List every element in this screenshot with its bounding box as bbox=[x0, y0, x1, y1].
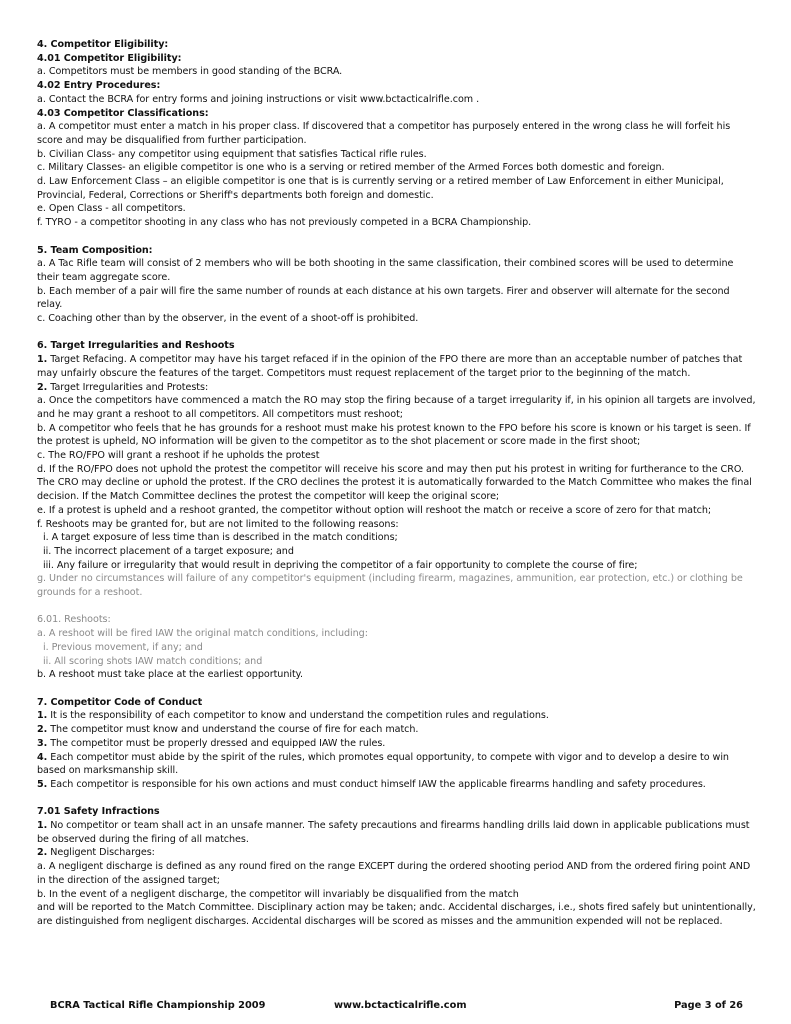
section-7-heading: 7. Competitor Code of Conduct bbox=[37, 696, 203, 708]
item-number: 1. bbox=[37, 820, 48, 831]
section-4-03-heading: 4.03 Competitor Classifications: bbox=[37, 107, 209, 119]
paragraph: c. The RO/FPO will grant a reshoot if he upholds the protest bbox=[37, 450, 320, 462]
paragraph: e. If a protest is upheld and a reshoot granted, the competitor without option will reshoot the match or receive a score of zero for that match; bbox=[37, 504, 712, 516]
section-5-heading: 5. Team Composition: bbox=[37, 244, 153, 256]
section-7-01-heading: 7.01 Safety Infractions bbox=[37, 806, 160, 818]
paragraph bbox=[37, 778, 757, 792]
section-6-heading: 6. Target Irregularities and Reshoots bbox=[37, 340, 235, 352]
paragraph: a. Competitors must be members in good standing of the BCRA. bbox=[37, 66, 343, 78]
paragraph: a. Contact the BCRA for entry forms and joining instructions or visit www.bctacticalrifle.com . bbox=[37, 93, 480, 105]
item-text: No competitor or team shall act in an unsafe manner. The safety precautions and firearms handling drills laid down in applicable publications must be observed during the firing of all matches. bbox=[37, 820, 750, 845]
item-text: The competitor must know and understand the course of fire for each match. bbox=[47, 724, 419, 736]
paragraph: f. TYRO - a competitor shooting in any class who has not previously competed in a BCRA Championship. bbox=[37, 217, 532, 229]
paragraph: d. Law Enforcement Class – an eligible competitor is one that is is currently serving or a retired member of Law Enforcement in either Municipal, Provincial, Federal, Corrections or Sheriff's departments both foreign and domestic. bbox=[37, 176, 724, 201]
section-6-01-heading: 6.01. Reshoots: bbox=[37, 614, 111, 626]
sub-item: ii. All scoring shots IAW match conditions; and bbox=[43, 655, 263, 667]
sub-item: iii. Any failure or irregularity that would result in depriving the competitor of a fair opportunity to complete the course of fire; bbox=[43, 559, 638, 571]
paragraph: e. Open Class - all competitors. bbox=[37, 203, 186, 215]
paragraph: a. A reshoot will be fired IAW the original match conditions, including: bbox=[37, 628, 368, 640]
item-number: 4. bbox=[37, 751, 48, 763]
paragraph: b. Civilian Class- any competitor using equipment that satisfies Tactical rifle rules. bbox=[37, 148, 427, 160]
item-number: 1. bbox=[37, 354, 48, 366]
sub-item: i. A target exposure of less time than is described in the match conditions; bbox=[43, 532, 398, 544]
footer-title: BCRA Tactical Rifle Championship 2009 bbox=[50, 1000, 266, 1011]
paragraph: f. Reshoots may be granted for, but are not limited to the following reasons: bbox=[37, 518, 399, 530]
paragraph bbox=[37, 751, 757, 778]
paragraph: b. Each member of a pair will fire the same number of rounds at each distance at his own targets. Firer and observer will alternate for the second relay. bbox=[37, 285, 730, 311]
item-text: Each competitor is responsible for his own actions and must conduct himself IAW the applicable firearms handling and safety procedures. bbox=[47, 778, 706, 790]
sub-item: i. Previous movement, if any; and bbox=[43, 641, 203, 653]
item-text: Negligent Discharges: bbox=[47, 847, 155, 859]
paragraph: a. Once the competitors have commenced a match the RO may stop the firing because of a target irregularity if, in his opinion all targets are involved, and he may grant a reshoot to all competitors. All competitors must reshoot; bbox=[37, 395, 756, 420]
paragraph: b. A reshoot must take place at the earliest opportunity. bbox=[37, 669, 303, 681]
paragraph: d. If the RO/FPO does not uphold the protest the competitor will receive his score and may then put his protest in writing for furtherance to the CRO. The CRO may decline or uphold the protest. If the CRO declines the protest it is automatically forwarded to the Match Committee who makes the final decision. If the Match Committee declines the protest the competitor will keep the original score; bbox=[37, 463, 752, 503]
paragraph: a. A negligent discharge is defined as any round fired on the range EXCEPT during the ordered shooting period AND from the ordered firing point AND in the direction of the assigned target; bbox=[37, 861, 751, 886]
sub-item: ii. The incorrect placement of a target exposure; and bbox=[43, 545, 294, 557]
paragraph bbox=[37, 709, 757, 723]
paragraph: and will be reported to the Match Committee. Disciplinary action may be taken; andc. Accidental discharges, i.e., shots fired safely but unintentionally, are distinguished from negligent discharges. Accidental discharges will be scored as misses and the ammunition expended will not be replaced. bbox=[37, 902, 756, 927]
page-number: Page 3 of 26 bbox=[674, 1000, 743, 1011]
section-4-heading: 4. Competitor Eligibility: bbox=[37, 39, 169, 50]
item-text: It is the responsibility of each competitor to know and understand the competition rules and regulations. bbox=[47, 710, 549, 722]
item-number: 2. bbox=[37, 381, 48, 393]
paragraph: b. A competitor who feels that he has grounds for a reshoot must make his protest known to the FPO before his score is known or his target is seen. If the protest is upheld, NO information will be given to the competitor as to the shot placement or score made in the first shoot; bbox=[37, 422, 751, 448]
item-number: 2. bbox=[37, 724, 48, 736]
paragraph: c. Coaching other than by the observer, in the event of a shoot-off is prohibited. bbox=[37, 313, 419, 325]
paragraph: a. A Tac Rifle team will consist of 2 members who will be both shooting in the same classification, their combined scores will be used to determine their team aggregate score. bbox=[37, 258, 734, 283]
item-number: 1. bbox=[37, 710, 48, 722]
item-text: Target Refacing. A competitor may have his target refaced if in the opinion of the FPO there are more than an acceptable number of patches that may unfairly obscure the features of the target. Competitors must request replacement of the target prior to the beginning of the match. bbox=[37, 354, 743, 379]
item-number: 5. bbox=[37, 778, 48, 790]
footer-url: www.bctacticalrifle.com bbox=[334, 1000, 467, 1011]
paragraph bbox=[37, 819, 757, 846]
section-4-01-heading: 4.01 Competitor Eligibility: bbox=[37, 52, 182, 64]
item-text: Each competitor must abide by the spirit of the rules, which promotes equal opportunity, to compete with vigor and to develop a desire to win based on marksmanship skill. bbox=[37, 751, 729, 777]
section-4-02-heading: 4.02 Entry Procedures: bbox=[37, 80, 161, 92]
paragraph: a. A competitor must enter a match in his proper class. If discovered that a competitor has purposely entered in the wrong class he will forfeit his score and may be disqualified from further participation. bbox=[37, 121, 731, 146]
paragraph bbox=[37, 846, 757, 860]
paragraph bbox=[37, 737, 757, 751]
paragraph bbox=[37, 723, 757, 737]
document-body bbox=[37, 38, 757, 929]
paragraph: c. Military Classes- an eligible competitor is one who is a serving or retired member of the Armed Forces both domestic and foreign. bbox=[37, 162, 665, 174]
paragraph bbox=[37, 381, 757, 395]
page-footer bbox=[50, 1000, 743, 1014]
paragraph bbox=[37, 353, 757, 380]
item-number: 3. bbox=[37, 737, 48, 749]
item-text: Target Irregularities and Protests: bbox=[47, 381, 209, 393]
item-number: 2. bbox=[37, 847, 48, 859]
paragraph: g. Under no circumstances will failure of any competitor's equipment (including firearm, magazines, ammunition, ear protection, etc.) or clothing be grounds for a reshoot. bbox=[37, 573, 743, 599]
paragraph: b. In the event of a negligent discharge, the competitor will invariably be disqualified from the match bbox=[37, 888, 519, 900]
item-text: The competitor must be properly dressed and equipped IAW the rules. bbox=[47, 737, 386, 749]
